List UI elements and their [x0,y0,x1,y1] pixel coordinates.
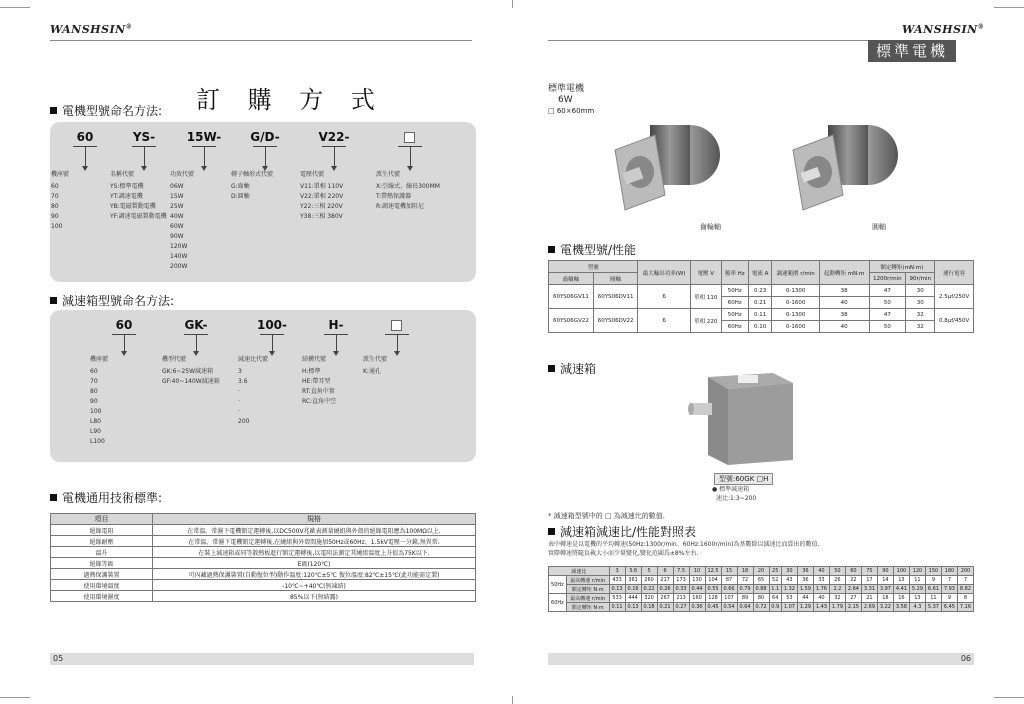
perf-cell: 32 [906,309,935,321]
perf-cell: 32 [906,321,935,333]
ratio-cell: 26 [829,576,845,585]
gear_codes-code: 100- [256,318,288,332]
motor_codes-item: 90 [51,213,59,220]
spec-cell: 使用環境濕度 [51,591,153,602]
perf-cell: 電壓 V [690,261,721,285]
spec-cell: 在裝上減速箱或同等散熱板進行額定運轉後,以電阻法測定其繞組溫度上升值為75K以下. [153,547,476,558]
table-row [51,547,476,558]
perf-cell: 0-1600 [772,297,819,309]
gear_codes-item: K:通孔 [363,368,381,375]
motor_codes-item: Y38:三相 380V [300,213,343,220]
perf-cell: 調速範圍 r/min [772,261,819,285]
ratio-cell: 13 [909,594,925,603]
ratio-cell: 最高轉速 r/min [566,594,609,603]
motor_codes-column: 機座號 60 70 80 90 100 [51,170,147,232]
ratio-cell: 217 [657,576,673,585]
ratio-cell: 89 [737,594,753,603]
ratio-cell: 213 [673,594,689,603]
perf-cell: 60YS06DV22 [593,309,638,333]
ratio-cell: 6.61 [925,585,941,594]
ratio-cell: 128 [705,594,721,603]
gear_codes-column: 機座號 60 70 80 90 100 L80 L90 L100 [90,355,186,447]
gear_codes-item: HE:帶耳型 [302,378,331,385]
perf-cell: 60YS06DV11 [593,285,638,309]
ratio-cell: 33 [813,576,829,585]
perf-cell: 最大輸出功率(W) [638,261,690,285]
perf-cell: 額定轉矩(mN·m) [869,261,935,273]
ratio-cell: 120 [909,567,925,576]
ratio-cell: 18 [737,567,753,576]
ratio-cell: 64 [769,594,781,603]
perf-cell: 電流 A [748,261,772,285]
motor_codes-item: YF:調速電磁製動電機 [110,213,167,220]
perf-cell: 50 [869,297,906,309]
ratio-cell: 4.3 [909,603,925,612]
ratio-cell: 0.72 [753,603,769,612]
motor_codes-column: 功效代號 06W 15W 25W 40W 60W 90W 120W 140W 200W [170,170,266,272]
spec-cell: 在常溫、常濕下電機額定運轉後,在繞組與外殼間施加50Hz或60Hz、1.5kV電壓一分鐘,無異常. [153,536,476,547]
motor_codes-item: 70 [51,193,59,200]
ratio-cell: 1.43 [813,603,829,612]
perf-heading: 電機型號/性能 [548,241,636,258]
ratio-cell: 5.29 [909,585,925,594]
gear_codes-item: 3.6 [238,378,248,385]
ratio-cell: 0.66 [721,585,737,594]
gear_codes-item: 100 [90,408,102,415]
gear_codes-item: L90 [90,428,101,435]
motor_codes-item: Y22:三相 220V [300,203,343,210]
page-title: 訂 購 方 式 [196,86,385,114]
ratio-cell: 0.79 [737,585,753,594]
ratio-cell: 260 [641,576,657,585]
ratio-cell: 0.26 [657,585,673,594]
ratio-cell: 40 [813,594,829,603]
ratio-cell: 1.07 [781,603,797,612]
ratio-cell: 43 [781,576,797,585]
motor_codes-item: 25W [170,203,184,210]
motor_codes-item: V11:單相 110V [300,183,344,190]
gear-naming-heading: 減速箱型號命名方法: [50,292,174,309]
ratio-cell: 13 [893,576,909,585]
ratio-cell: 433 [609,576,625,585]
perf-cell: 運行電容 [935,261,974,285]
gearbox-model: 型號:60GK □H [714,473,773,485]
motor_codes-item: 200W [170,263,188,270]
perf-cell: 0.10 [748,321,772,333]
ratio-cell: 2.2 [829,585,845,594]
perf-cell: 1200r/min [869,273,906,285]
gear_codes-item: 200 [238,418,250,425]
motor_codes-placeholder-box [404,132,415,143]
perf-cell: 0.21 [748,297,772,309]
spec-header-cell: 項目 [51,514,153,525]
ratio-cell: 0.45 [705,603,721,612]
ratio-cell: 3.31 [861,585,877,594]
perf-cell: 60YS06GV22 [549,309,594,333]
ratio-cell: 1.29 [797,603,813,612]
motor_codes-code: 60 [76,130,94,144]
perf-cell: 0.8μf/450V [935,309,974,333]
ratio-cell: 14 [877,576,893,585]
perf-cell: 0-1600 [772,321,819,333]
gear_codes-item: L100 [90,438,105,445]
motor_codes-item: 40W [170,213,184,220]
ratio-cell: 90 [877,567,893,576]
motor-image-gear-shaft [610,110,730,220]
gearbox-ratio: 速比:1:3~200 [716,495,757,502]
motor-naming-heading: 電機型號命名方法: [50,102,162,119]
ratio-cell: 8.82 [957,585,973,594]
perf-cell: 單相 110 [690,285,721,309]
motor_codes-code: G/D- [250,130,280,144]
table-row [549,576,974,585]
ratio-cell: 最高轉速 r/min [566,576,609,585]
ratio-cell: 50 [829,567,845,576]
ratio-cell: 0.9 [769,603,781,612]
motor-info: 標準電機 6W □ 60×60mm [548,84,595,115]
ratio-cell: 5 [641,567,657,576]
ratio-cell: 0.64 [737,603,753,612]
gear_codes-item: 80 [90,388,98,395]
ratio-cell: 1.79 [829,603,845,612]
perf-cell: 60Hz [721,321,748,333]
ratio-cell: 10 [689,567,705,576]
spec-cell: 溫升 [51,547,153,558]
motor_codes-item: YS:標準電機 [110,183,144,190]
spec-cell: 絕緣等級 [51,558,153,569]
gear_codes-item: · [238,388,240,395]
table-row [51,558,476,569]
perf-cell: 30 [906,297,935,309]
ratio-cell: 20 [753,567,769,576]
ratio-cell: 0.88 [753,585,769,594]
perf-cell: 圓軸 [593,273,638,285]
spec-heading: 電機通用技術標準: [50,489,162,506]
perf-cell: 40 [819,321,869,333]
ratio-cell: 75 [861,567,877,576]
ratio-cell: 9 [941,594,957,603]
ratio-cell: 1.76 [813,585,829,594]
perf-cell: 50 [869,321,906,333]
ratio-cell: 7 [941,576,957,585]
ratio-cell: 180 [941,567,957,576]
spec-cell: 85%以下(無結露) [153,591,476,602]
spec-cell: -10℃~+40℃(無凍結) [153,580,476,591]
perf-cell: 90r/min [906,273,935,285]
ratio-cell: 3.22 [877,603,893,612]
ratio-cell: 8 [957,594,973,603]
perf-cell: 38 [819,309,869,321]
table-row [549,585,974,594]
ratio-cell: 36 [797,576,813,585]
ratio-cell: 0.18 [641,603,657,612]
ratio-cell: 1.1 [769,585,781,594]
ratio-cell: 7 [957,576,973,585]
perf-cell: 頻率 Hz [721,261,748,285]
perf-cell: 2.5μf/250V [935,285,974,309]
perf-cell: 0-1300 [772,285,819,297]
table-row [51,569,476,580]
ratio-cell: 0.54 [721,603,737,612]
motor_codes-item: 120W [170,243,188,250]
gearbox-heading: 減速箱 [548,360,596,377]
ratio-cell: 12.5 [705,567,721,576]
ratio-cell: 361 [625,576,641,585]
ratio-cell: 267 [657,594,673,603]
motor_codes-item: YT:調速電機 [110,193,143,200]
motor_codes-item: 15W [170,193,184,200]
ratio-cell: 533 [609,594,625,603]
gear_codes-item: 3 [238,368,242,375]
gear_codes-item: · [238,398,240,405]
perf-cell: 6 [638,309,690,333]
ratio-cell: 7.93 [941,585,957,594]
ratio-cell: 160 [689,594,705,603]
ratio-cell: 107 [721,594,737,603]
ratio-cell: 6 [657,567,673,576]
motor_codes-item: V22:單相 220V [300,193,344,200]
ratio-cell: 27 [845,594,861,603]
ratio-cell: 130 [689,576,705,585]
spec-header-cell: 規格 [153,514,476,525]
ratio-cell: 25 [769,567,781,576]
motor_codes-item: 100 [51,223,63,230]
motor_codes-item: G:齒軸 [231,183,250,190]
perf-cell: 50Hz [721,309,748,321]
ratio-cell: 150 [925,567,941,576]
ratio-cell: 2.69 [861,603,877,612]
ratio-cell: 21 [861,594,877,603]
gearbox-standard: ● 標準減速箱 [712,486,750,493]
table-row [549,603,974,612]
gear_codes-item: 60 [90,368,98,375]
perf-cell: 30 [906,285,935,297]
ratio-cell: 5.37 [925,603,941,612]
ratio-cell: 22 [845,576,861,585]
motor_codes-item: YB:電磁製動電機 [110,203,156,210]
spec-table [50,513,476,602]
motor_codes-code: 15W- [186,130,222,144]
perf-cell: 47 [869,309,906,321]
table-row [549,594,974,603]
reduction-heading: 減速箱減速比/性能對照表 [548,523,696,540]
perf-cell: 60Hz [721,297,748,309]
ratio-cell: 320 [641,594,657,603]
ratio-cell: 50Hz [549,576,567,594]
motor_codes-item: 60 [51,183,59,190]
gear_codes-item: 70 [90,378,98,385]
perf-cell: 47 [869,285,906,297]
ratio-cell: 7.5 [673,567,689,576]
ratio-cell: 2.64 [845,585,861,594]
ratio-cell: 30 [781,567,797,576]
perf-cell: 6 [638,285,690,309]
motor_codes-code: YS- [132,130,156,144]
ratio-cell: 0.21 [657,603,673,612]
ratio-cell: 0.55 [705,585,721,594]
ratio-note: * 減速箱型號中的 □ 為減速比的數值. [548,512,666,520]
gear_codes-item: L80 [90,418,101,425]
perf-cell: 0.11 [748,309,772,321]
ratio-cell: 1.59 [797,585,813,594]
ratio-cell: 0.27 [673,603,689,612]
brand-logo-right: WANSHSIN® [902,23,985,36]
reduction-note-2: 實際轉速將隨負載大小而少量變化,變化范圍爲±8%左右. [548,550,699,557]
ratio-cell: 173 [673,576,689,585]
motor_codes-item: 80 [51,203,59,210]
motor-image-round-label: 圓軸 [872,223,886,231]
ratio-cell: 100 [893,567,909,576]
gear_codes-column: 派生代號 K:通孔 [363,355,459,377]
ratio-cell: 7.16 [957,603,973,612]
brand-logo-left: WANSHSIN® [50,23,133,36]
motor_codes-column: 轉子軸形式代號 G:齒軸 D:圓軸 [231,170,327,202]
motor_codes-column: 電壓代號 V11:單相 110V V22:單相 220V Y22:三相 220V Y38:三相 380V [300,170,396,222]
gear_codes-item: GK:6~25W減速箱 [162,368,214,375]
ratio-cell: 0.13 [625,603,641,612]
ratio-cell: 44 [797,594,813,603]
gear_codes-column: 結構代號 H:標準 HE:帶耳型 RT:直角中實 RC:直角中空 [302,355,398,407]
ratio-cell: 80 [753,594,769,603]
motor_codes-item: T:帶熱保護器 [376,193,412,200]
ratio-cell: 444 [625,594,641,603]
reduction-note-1: 表中轉速是以電機的平均轉速(50Hz:1300r/min、60Hz:1600r/min)為基數除以減速比而算出的數值. [548,541,820,548]
page-number-right: 06 [548,653,974,665]
perf-cell: 齒輪軸 [549,273,594,285]
motor_codes-column: 派生代號 X:引線式、線長300MM T:帶熱保護器 R:調速電機加阻尼 [376,170,472,212]
ratio-cell: 3 [609,567,625,576]
motor_codes-column: 名稱代號 YS:標準電機 YT:調速電機 YB:電磁製動電機 YF:調速電磁製動電機 [110,170,206,222]
ratio-cell: 18 [877,594,893,603]
gear_codes-code: GK- [184,318,208,332]
ratio-cell: 0.13 [609,585,625,594]
motor_codes-code: V22- [318,130,350,144]
ratio-cell: 11 [925,594,941,603]
ratio-cell: 60 [845,567,861,576]
ratio-cell: 0.16 [625,585,641,594]
gear_codes-item: 90 [90,398,98,405]
table-row [549,285,974,297]
ratio-cell: 額定轉矩 N·m [566,603,609,612]
ratio-cell: 15 [721,567,737,576]
perf-cell: 60YS06GV11 [549,285,594,309]
perf-cell: 型號 [549,261,638,273]
gear_codes-item: RC:直角中空 [302,398,337,405]
ratio-cell: 36 [797,567,813,576]
ratio-cell: 額定轉矩 N·m [566,585,609,594]
ratio-cell: 0.44 [689,585,705,594]
gear_codes-code: 60 [115,318,133,332]
ratio-cell: 32 [829,594,845,603]
ratio-cell: 52 [769,576,781,585]
spec-cell: 可內藏過熱保護裝置(自動復位型)動作溫度:120℃±5℃ 復位溫度:82℃±15℃(此功能需定製) [153,569,476,580]
motor-image-gear-label: 齒輪軸 [700,223,721,231]
ratio-cell: 72 [737,576,753,585]
motor-image-round-shaft [788,110,908,220]
ratio-cell: 0.11 [609,603,625,612]
spec-cell: 絕緣耐壓 [51,536,153,547]
ratio-cell: 200 [957,567,973,576]
gear_codes-item: RT:直角中實 [302,388,335,395]
gear_codes-item: GF:40~140W減速箱 [162,378,220,385]
ratio-cell: 53 [781,594,797,603]
spec-cell: 使用環境溫度 [51,580,153,591]
ratio-cell: 9 [925,576,941,585]
motor_codes-item: 06W [170,183,184,190]
perf-cell: 0.23 [748,285,772,297]
perf-cell: 50Hz [721,285,748,297]
perf-cell: 起動轉矩 mN·m [819,261,869,285]
ratio-cell: 2.15 [845,603,861,612]
gearbox-image [688,365,798,475]
header-tab: 標準電機 [868,40,956,62]
ratio-cell: 87 [721,576,737,585]
ratio-cell: 40 [813,567,829,576]
ratio-cell: 104 [705,576,721,585]
gear_codes-code: H- [328,318,344,332]
ratio-cell: 60Hz [549,594,567,612]
gear_codes-item: · [238,408,240,415]
page-number-left: 05 [50,653,474,665]
table-row [51,591,476,602]
perf-cell: 單相 220 [690,309,721,333]
motor_codes-item: 140W [170,253,188,260]
gear_codes-placeholder-box [391,320,402,331]
spec-cell: 在常溫、常濕下電機額定運轉後,以DC500V兆歐表測量繞組與外殼的絕緣電阻應為100MΩ以上. [153,525,476,536]
ratio-cell: 0.36 [689,603,705,612]
ratio-cell: 3.6 [625,567,641,576]
perf-cell: 40 [819,297,869,309]
gear_codes-column: 減速比代號 3 3.6 · · · 200 [238,355,334,427]
ratio-cell: 1.32 [781,585,797,594]
table-row [51,536,476,547]
ratio-cell: 16 [893,594,909,603]
gear_codes-item: H:標準 [302,368,321,375]
ratio-cell: 3.97 [877,585,893,594]
perf-cell: 38 [819,285,869,297]
motor_codes-item: D:圓軸 [231,193,250,200]
table-row [51,525,476,536]
gear_codes-column: 機型代號 GK:6~25W減速箱 GF:40~140W減速箱 [162,355,258,387]
ratio-cell: 0.33 [673,585,689,594]
ratio-cell: 17 [861,576,877,585]
table-row [51,580,476,591]
ratio-cell: 減速比 [549,567,610,576]
motor_codes-item: 60W [170,223,184,230]
table-row [549,309,974,321]
perf-cell: 0-1300 [772,309,819,321]
ratio-cell: 65 [753,576,769,585]
motor_codes-item: 90W [170,233,184,240]
spec-cell: 過熱保護裝置 [51,569,153,580]
spec-cell: 絕緣電阻 [51,525,153,536]
motor_codes-item: R:調速電機加阻尼 [376,203,425,210]
ratio-cell: 3.58 [893,603,909,612]
perf-table [548,260,974,333]
ratio-cell: 4.41 [893,585,909,594]
ratio-cell: 0.22 [641,585,657,594]
spec-cell: E級(120℃) [153,558,476,569]
reduction-table [548,566,974,612]
motor_codes-item: X:引線式、線長300MM [376,183,440,190]
ratio-cell: 11 [909,576,925,585]
ratio-cell: 6.45 [941,603,957,612]
